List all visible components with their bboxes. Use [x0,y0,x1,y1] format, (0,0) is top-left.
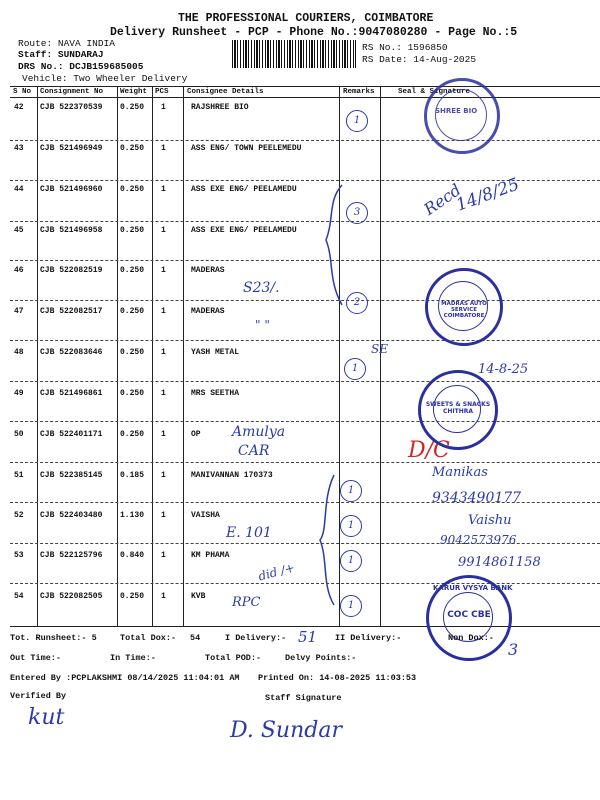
entered-by: Entered By :PCPLAKSHMI 08/14/2025 11:04:01 AM [10,673,240,683]
row-consignment: CJB 522401171 [40,430,103,439]
remark-tick-icon: 1 [340,480,362,502]
row-consignment: CJB 522125796 [40,551,103,560]
row-consignment: CJB 522403480 [40,511,103,520]
bio-seal-icon: SHREE BIO [424,78,500,154]
row-pcs: 1 [161,144,166,153]
row-consignee: MANIVANNAN 170373 [191,471,273,480]
row-sno: 46 [14,266,24,275]
row-consignee: ASS ENG/ TOWN PEELEMEDU [191,144,302,153]
row-pcs: 1 [161,471,166,480]
total-runsheet: Tot. Runsheet:- 5 [10,633,97,643]
total-dox-value: 54 [190,633,201,643]
barcode [232,40,356,68]
row-sno: 52 [14,511,24,520]
remark-tick-icon: 1 [346,110,368,132]
row48-date-handwriting: 14-8-25 [478,362,529,377]
ii-delivery-label: II Delivery:- [335,633,402,643]
row-sno: 54 [14,592,24,601]
remark-tick-icon: 1 [340,550,362,572]
row-consignee: VAISHA [191,511,220,520]
row52-phone-handwriting: 9042573976 [440,533,517,547]
rs-number: RS No.: 1596850 [362,42,448,53]
route-label: Route: NAVA INDIA [18,38,115,49]
rs-date: RS Date: 14-Aug-2025 [362,54,477,65]
out-time: Out Time:- [10,653,62,663]
row-sno: 50 [14,430,24,439]
table-top-rule [10,86,600,87]
in-time: In Time:- [110,653,156,663]
row-consignee: ASS EXE ENG/ PEELAMEDU [191,226,297,235]
row47-handwriting: " " [255,318,270,332]
row-consignment: CJB 521496949 [40,144,103,153]
row-sno: 48 [14,348,24,357]
row-sno: 47 [14,307,24,316]
row54-handwriting: RPC [232,595,261,610]
row-weight: 0.250 [120,185,145,194]
i-delivery-label: I Delivery:- [225,633,287,643]
row-pcs: 1 [161,389,166,398]
col-seal-signature: Seal & Signature [398,88,471,96]
row-consignment: CJB 522082505 [40,592,103,601]
row-consignee: MADERAS [191,307,225,316]
verified-by: Verified By [10,691,67,701]
row-consignee: RAJSHREE BIO [191,103,249,112]
row-consignee: KM PHAMA [191,551,230,560]
row-consignee: OP [191,430,201,439]
row-divider [10,221,600,222]
recd-handwriting: Recd [420,180,465,219]
row-divider [10,381,600,382]
row51-name-handwriting: Manikas [432,465,488,480]
printed-on: Printed On: 14-08-2025 11:03:53 [258,673,417,683]
col-rule [380,86,381,626]
non-dox-label: Non Dox:- [448,633,494,643]
row-divider [10,421,600,422]
row-pcs: 1 [161,551,166,560]
col-rule [183,86,184,626]
delvy-points: Delvy Points:- [285,653,357,663]
row51-phone-handwriting: 9343490177 [432,490,522,506]
row-pcs: 1 [161,348,166,357]
row-sno: 43 [14,144,24,153]
i-delivery-handwriting: 51 [298,628,318,646]
row-sno: 49 [14,389,24,398]
row53-phone-handwriting: 9914861158 [458,555,541,570]
row-pcs: 1 [161,266,166,275]
non-dox-handwriting: 3 [508,640,519,659]
col-consignee: Consignee Details [187,88,264,96]
row-weight: 0.250 [120,389,145,398]
row-consignee: MADERAS [191,266,225,275]
row-consignee: ASS EXE ENG/ PEELAMEDU [191,185,297,194]
row-weight: 0.250 [120,430,145,439]
col-sno: S No [13,88,32,96]
row-weight: 0.250 [120,307,145,316]
row-consignee: MRS SEETHA [191,389,240,398]
row-weight: 0.185 [120,471,145,480]
row-consignment: CJB 522083646 [40,348,103,357]
date-handwriting: 14/8/25 [453,174,522,216]
table-bottom-rule [10,626,600,627]
remark-tick-icon: 3 [346,202,368,224]
row-pcs: 1 [161,592,166,601]
remark-tick-icon: 1 [344,358,366,380]
row50-handwriting: Amulya [232,424,286,440]
row-sno: 45 [14,226,24,235]
vehicle-label: Vehicle: Two Wheeler Delivery [22,73,188,84]
row-weight: 0.250 [120,144,145,153]
row-sno: 53 [14,551,24,560]
row-weight: 0.250 [120,266,145,275]
row-weight: 0.250 [120,592,145,601]
row46-handwriting: S23/. [243,280,280,296]
total-pod: Total POD:- [205,653,262,663]
remark-tick-icon: 2 [346,292,368,314]
total-dox-label: Total Dox:- [120,633,177,643]
row-pcs: 1 [161,226,166,235]
runsheet-subtitle: Delivery Runsheet - PCP - Phone No.:9047080280 - Page No.:5 [110,26,518,39]
col-rule [117,86,118,626]
company-title: THE PROFESSIONAL COURIERS, COIMBATORE [178,12,434,25]
drs-number: DRS No.: DCJB159685005 [18,61,144,72]
dc-handwriting: D/C [408,438,450,463]
row-consignment: CJB 521496861 [40,389,103,398]
table-header-rule [10,97,600,98]
row52-name-handwriting: Vaishu [468,513,512,528]
col-weight: Weight [120,88,148,96]
row-sno: 51 [14,471,24,480]
sweets-seal-icon: SWEETS & SNACKS CHITHRA [418,370,498,450]
row-sno: 44 [14,185,24,194]
row53-handwriting: did /+ [256,560,297,584]
row-pcs: 1 [161,103,166,112]
remark-tick-icon: 1 [340,515,362,537]
madras-seal-icon: MADRAS AUTO SERVICE COIMBATORE [425,268,503,346]
staff-label: Staff: SUNDARAJ [18,49,104,60]
remark-tick-icon: 1 [340,595,362,617]
row-divider [10,140,600,141]
row-divider [10,340,600,341]
staff-signature: D. Sundar [230,718,342,743]
row-consignment: CJB 522082517 [40,307,103,316]
row52-room-handwriting: E. 101 [226,525,272,541]
row50-handwriting-2: CAR [238,443,270,459]
row-sno: 42 [14,103,24,112]
row-weight: 0.250 [120,226,145,235]
col-consignment: Consignment No [40,88,104,96]
bracket-mark [316,470,340,610]
bracket-mark [320,180,350,310]
col-rule [152,86,153,626]
row-consignment: CJB 522082519 [40,266,103,275]
row-consignment: CJB 521496958 [40,226,103,235]
row-consignment: CJB 521496960 [40,185,103,194]
row-weight: 0.250 [120,348,145,357]
col-remarks: Remarks [343,88,375,96]
karur-bank-seal-icon: KARUR VYSYA BANK COC CBE [426,575,512,661]
row-consignment: CJB 522370539 [40,103,103,112]
row-divider [10,300,600,301]
row-pcs: 1 [161,307,166,316]
row-weight: 0.250 [120,103,145,112]
col-rule [37,86,38,626]
row-pcs: 1 [161,185,166,194]
row-weight: 0.840 [120,551,145,560]
row-consignee: YASH METAL [191,348,240,357]
staff-signature-label: Staff Signature [265,693,342,703]
row-pcs: 1 [161,430,166,439]
row-consignee: KVB [191,592,206,601]
row48-handwriting: SE [371,342,388,356]
row-consignment: CJB 522385145 [40,471,103,480]
row-divider [10,260,600,261]
row-pcs: 1 [161,511,166,520]
col-pcs: PCS [155,88,169,96]
row-weight: 1.130 [120,511,145,520]
row-divider [10,462,600,463]
verified-signature: kut [28,705,65,730]
